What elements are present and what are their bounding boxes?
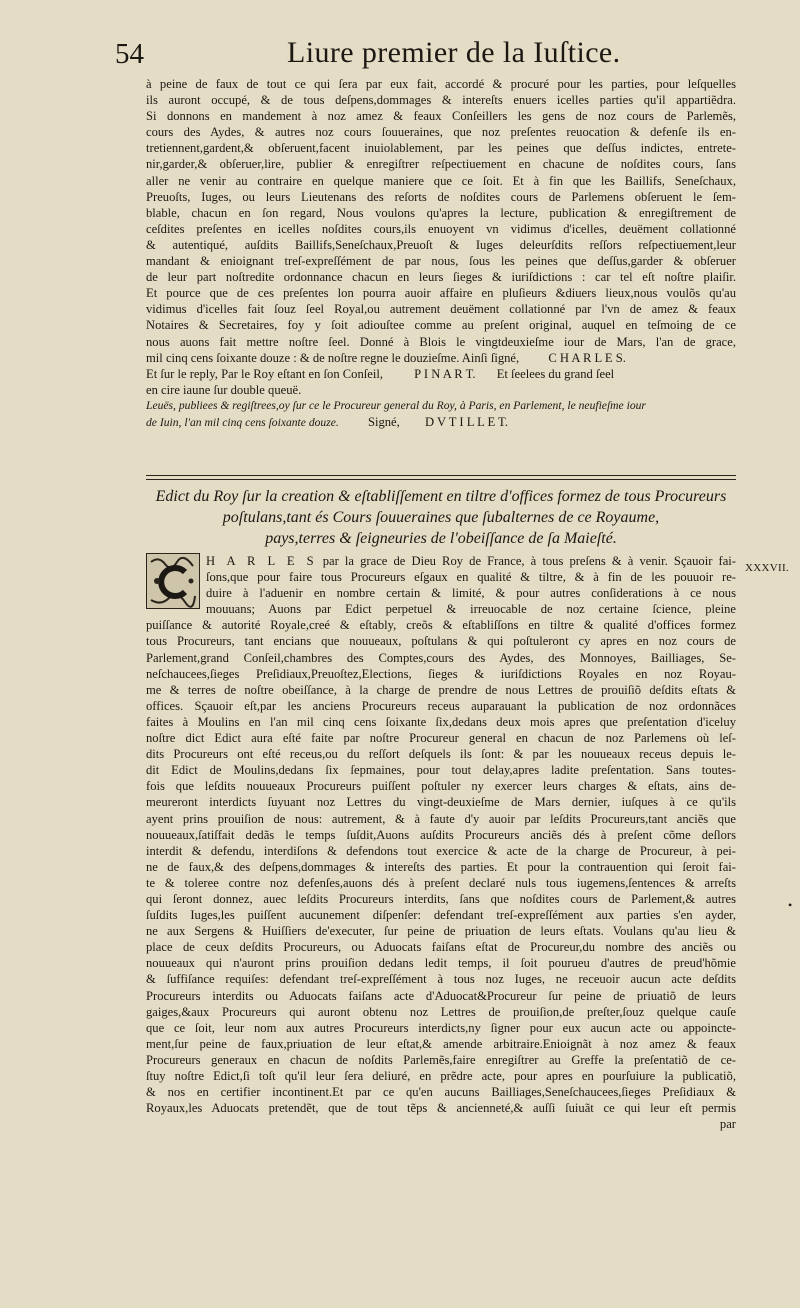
edict-first-line [206,553,736,569]
margin-mark: • [788,898,793,912]
text-line: ils auront occupé, & de tous deſpens,dommages & intereſts enuers icelles parties qu'il appartiẽdra. [146,93,736,108]
text-line: mandant & enioignant treſ-expreſſément de par nous, ſous les peines que deſſus,garder & obſeruer [146,254,736,269]
text-line: blable, chacun en ſon regard, Nous voulons qu'apres la lecture, publication & enregiſtrement de [146,205,736,220]
text-line: dits Procureurs ont eſté receus,ou du reſſort deſquels ils ſont: & par les nouueaux receus depuis le- [146,747,736,762]
registration-line-2 [146,414,736,430]
text-line: nouueaux qui n'auront prins prouiſion dedans ledit temps, il ſoit pourueu d'autres de preud'hõmie [146,956,736,971]
reply-prefix: Et ſur le reply, Par le Roy eſtant en ſon Conſeil, [146,366,384,381]
registration-line-1: Leuës, publiees & regiſtrees,oy ſur ce le Procureur general du Roy, à Paris, en Parlement, le neufieſme iour [146,398,646,412]
text-line: faites à Moulins en l'an mil cinq cens ſoixante ſix,dedans deux mois apres que preſentation d'iceluy [146,714,736,729]
text-line: offices. Sçauoir eſt,par les anciens Procureurs receus auparauant la publication de noz ordonnãces [146,698,736,713]
edict-title-line-1: Edict du Roy ſur la creation & eſtabliſſement en tiltre d'offices formez de tous Procureurs [155,488,727,505]
text-line: Si donnons en mandement à noz amez & feaux Conſeillers les gens de noz cours de Parlemẽs, [146,109,736,124]
text-line: vidimus d'icelles fait ſouz ſeel Royal,ou autrement deuëment collationné par l'vn de amez & feaux [146,302,736,317]
margin-note: XXXVII. [745,562,789,574]
text-line: Preuoſts, Iuges, ou leurs Lieutenans des reſorts de noſdites cours de Parlemens obſeruent le ſem- [146,189,736,204]
text-line: Procureurs interdits ou Aduocats faiſans acte d'Aduocat&Procureur ſur peine de priuatiõ de leurs [146,988,736,1003]
text-line: à peine de faux de tout ce qui ſera par eux fait, accordé & procuré pour les parties, pour leſquelles [146,77,736,91]
text-line: ceſdites preſentes en icelles noſdites cours,ils enuoyent vn vidimus d'icelles, deuëment collationné [146,221,736,236]
edict-opening: H A R L E S [206,554,317,568]
text-line: noſtre dict Edict aura eſté faite par noſtre Procureur general en chacun de noz Parlemens où leſ- [146,731,736,746]
text-line: dit Edict de Moulins,dedans ſix ſepmaines, pour tout delay,apres ladite preſentation. Sans toutes- [146,763,736,778]
text-line: neſchaucees,ſieges Preſidiaux,Preuoſtez,Elections, ſieges & iuriſdictions Royales en noz Royau- [146,666,736,681]
text-line: interdit & defendu, interdiſons & defendons tout exercice & acte de la charge de Procureur, à pei- [146,843,736,858]
text-line: Parlement,grand Conſeil,chambres des Comptes,cours des Aydes, des Monnoyes, Bailliages, Se- [146,650,736,665]
text-line: ſuſdits Iuges,les puiſſent aucunement diſpenſer: defendant treſ-expreſſément aux parties s'en ayder, [146,908,736,923]
text-line: tous Procureurs, tant encians que nouueaux, poſtulans & qui poſtuleront cy apres en noz cours de [146,634,736,649]
signe-label: Signé, [367,414,400,429]
running-head [115,34,650,74]
edict-title-line-3: pays,terres & ſeigneuries de l'obeiſſance de ſa Maieſté. [265,530,617,547]
ainsi-signe-text: mil cinq cens ſoixante douze : & de noſtre regne le douzieſme. Ainſi ſigné, [146,350,520,365]
text-line: Notaires & Secretaires, foy y ſoit adiouſtee comme au preſent original, auquel en teſmoing de ce [146,318,736,333]
text-line: Procureurs generaux en chacun de noſdits Parlemẽs,faire enregiſtrer au Greffe la preſentatiõ de ce- [146,1052,736,1067]
reply-suffix: Et ſeelees du grand ſeel [496,366,615,381]
text-line: Et pource que de ces preſentes lon pourra auoir affaire en pluſieurs &diuers lieux,nous voulõs qu'au [146,286,736,301]
previous-edict-lines [146,76,736,350]
edict-text [146,553,736,1132]
text-line: ſons,que pour faire tous Procureurs eſgaux en qualité & tiltre, & à fin de les pouuoir re- [206,570,736,585]
text-line: tretiennent,gardent,& obſeruent,facent inuiolablement, par les peines que deſſus indictes, entrete- [146,141,736,156]
text-line: me & terres de noſtre obeiſſance, à la charge de prendre de nous Lettres de prouiſiõ deſdits eſtats & [146,682,736,697]
text-line: nous auons fait mettre noſtre ſeel. Donné à Blois le vingtdeuxieſme iour de Mars, l'an de grace, [146,334,736,349]
text-line: ſtuy noſtre Edict,ſi toſt qu'il leur ſera deliuré, en prẽdre acte, pour apres en pourſuiure la publicatiõ, [146,1069,736,1083]
text-line: mouuans; Auons par Edict perpetuel & irreuocable de noz certaine ſcience, pleine [206,602,736,617]
catchword: par [719,1117,736,1132]
text-line: gaiges,&aux Procureurs qui auront obtenu noz Lettres de prouiſion,de preſter,ſouz quelque cauſe [146,1004,736,1019]
text-line: nir,garder,& obſeruer,lire, publier & enregiſtrer reſpectiuement en chacune de noſdites cours, ſans [146,157,736,172]
text-line: ne aux Sergens & Huiſſiers de'executer, ſur peine de priuation de leurs eſtats. Voulans qu'au lieu & [146,924,736,939]
previous-edict-text [146,76,736,430]
edict-line-0: par la grace de Dieu Roy de France, à tous preſens & à venir. Sçauoir fai- [322,554,736,568]
text-line: Royaux,les Aduocats pretendẽt, que de tout tẽps & ancienneté,& auſſi ſuiuãt ce qui leur eſt permis [146,1101,736,1116]
edict-title [146,486,736,549]
section-rule-thick [146,475,736,476]
text-line: te & toleree contre noz defenſes,auons dés à preſent declaré nuls tous iugemens,ſentences & arreſts [146,875,736,890]
signature-du-tillet: D V T I L L E T. [424,414,508,429]
running-title: Liure premier de la Iuſtice. [287,36,621,69]
text-line: fois que leſdits nouueaux Procureurs puiſſent poſtuler ny exercer leurs charges & eſtats, ains de- [146,779,736,794]
signature-line-1 [146,350,736,366]
text-line: de leur part noſtredite ordonnance chacun en leurs ſieges & iuriſdictions : car tel eſt noſtre plaiſir. [146,270,736,285]
signature-charles: C H A R L E S. [548,350,626,365]
text-line: ment,ſur peine de faux,priuation de leur eſtat,& amende arbitraire.Enioignãt à noz amez & feaux [146,1036,736,1051]
edict-title-line-2: poſtulans,tant és Cours ſouueraines que ſubalternes de ce Royaume, [222,509,660,526]
text-line: place de ceux deſdits Procureurs, ou Aduocats faiſans eſtat de Procureur,du nombre des anciẽs ou [146,940,736,955]
text-line: duire à l'aduenir en nombre certain & limité, & pour autres conſiderations à ce nous [206,586,736,601]
seal-line: en cire iaune ſur double queuë. [146,382,302,397]
text-line: ne de faux,& des deſpens,dommages & intereſts des parties. Et pour la contrauention qui ſeroit fai- [146,859,736,874]
text-line: qui ſeront donnez, auec leſdits Procureurs interdits, ſans que noſdites cours de Parlement,& autres [146,891,736,906]
page-number: 54 [115,38,144,70]
signature-pinart: P I N A R T. [414,366,476,381]
section-rule-thin [146,479,736,480]
text-line: ayent prins prouiſion de nous: autrement, & à faute d'y auoir par leſdits Procureurs,tant anciẽs que [146,811,736,826]
text-line: & ſuffiſance requiſes: defendant treſ-expreſſément à tous noz Iuges, ne receuoir aucun acte deſdits [146,972,736,987]
text-line: puiſſance & autorité Royale,creé & eſtably, creõs & eſtabliſſons en tiltre & qualité d'offices formez [146,618,736,633]
text-line: meureront interdicts ſuyuant noz Lettres du vingt-deuxieſme de Mars dernier, iuſques à ce qu'ils [146,795,736,810]
text-line: & autentiqué, auſdits Baillifs,Seneſchaux,Preuoſt & Iuges deleurſdits reſſors reſpectiuement,leur [146,237,736,252]
text-line: & nos en certifier incontinent.Et par ce qu'en aucuns Bailliages,Seneſchaucees,ſieges Preſidiaux & [146,1085,736,1100]
edict-lines [146,569,736,1116]
registration-line-2-text: de Iuin, l'an mil cinq cens ſoixante douze. [146,415,339,429]
text-line: cours des Aydes, & autres noz cours ſouueraines, que noz preſentes reuocation & defenſe ils en- [146,125,736,140]
text-line: aller ne venir au contraire en quelque maniere que ce ſoit. Et à fin que les Baillifs, Seneſchaux, [146,173,736,188]
text-line: nouueaux,ſatiſfait dedãs le temps ſuſdit,Auons auſdits Procureurs anciẽs dés à preſent cõme deſlors [146,827,736,842]
reply-line [146,366,736,382]
text-line: que ce ſoit, leur nom aux autres Procureurs interdicts,ny ſigner pour eux aucun acte ou appoincte- [146,1020,736,1035]
